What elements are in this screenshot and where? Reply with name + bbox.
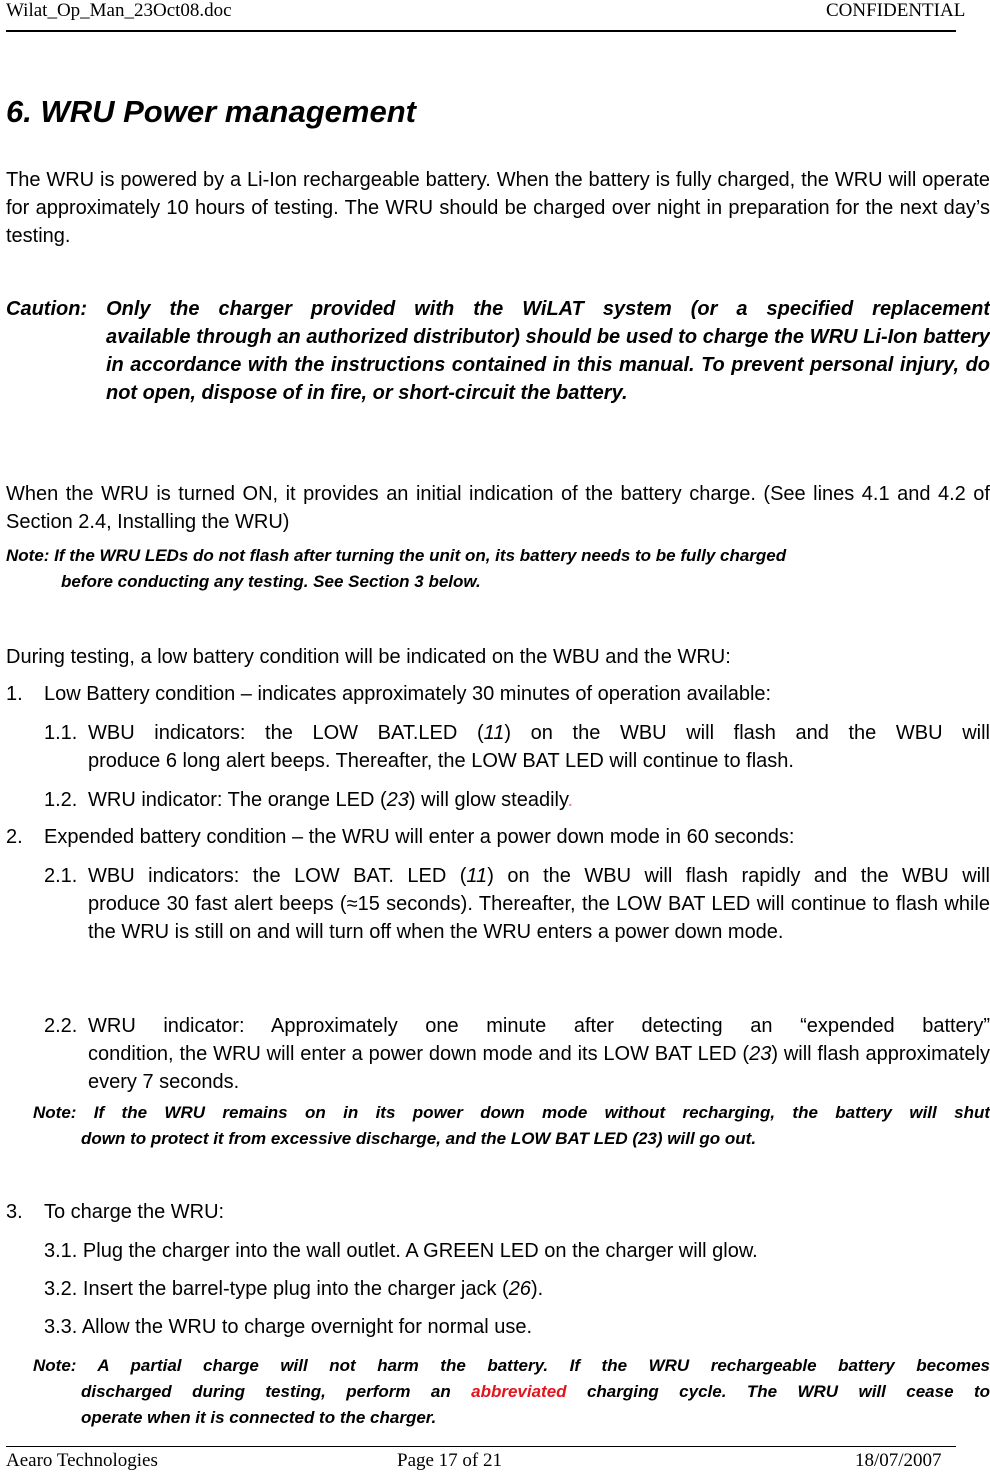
item-2-1-ref: 11 bbox=[466, 865, 488, 887]
note-partial-charge-line1: Note: A partial charge will not harm the battery. If the WRU rechargeable battery becomes bbox=[33, 1356, 990, 1375]
item-3-2-ref: 26 bbox=[508, 1278, 531, 1300]
item-1-1-line1 bbox=[88, 719, 990, 747]
item-2-1-text-a: WBU indicators: the LOW BAT. LED ( bbox=[88, 865, 467, 887]
note-partial-charge-line2 bbox=[81, 1379, 990, 1405]
note-power-down-line1: Note: If the WRU remains on in its power down mode without recharging, the battery will shut bbox=[33, 1103, 990, 1122]
note-partial-charge-text-b: charging cycle. The WRU will cease to bbox=[566, 1382, 990, 1401]
item-2-2-ref: 23 bbox=[749, 1043, 772, 1065]
note-leds-line2: before conducting any testing. See Section 3 below. bbox=[61, 572, 481, 591]
footer-date: 18/07/2007 bbox=[855, 1450, 942, 1471]
note-power-down-line2: down to protect it from excessive discharge, and the LOW BAT LED (23) will go out. bbox=[81, 1129, 757, 1148]
item-1-2-number: 1.2. bbox=[44, 789, 78, 811]
item-2-2-rest-b: ) will flash approximately every 7 seconds. bbox=[88, 1043, 990, 1093]
item-1-2-text bbox=[88, 786, 573, 814]
item-2-2-number: 2.2. bbox=[44, 1015, 78, 1037]
item-3-text: To charge the WRU: bbox=[44, 1201, 225, 1223]
intro-paragraph: The WRU is powered by a Li-Ion rechargeable battery. When the battery is fully charged, the WRU will operate for approximately 10 hours of testing. The WRU should be charged over night in preparation for the next day’s testing. bbox=[6, 169, 990, 247]
item-2-1-line1 bbox=[88, 862, 990, 890]
item-2-2-rest-a: condition, the WRU will enter a power down mode and its LOW BAT LED ( bbox=[88, 1043, 750, 1065]
note-partial-charge-line3: operate when it is connected to the charger. bbox=[81, 1408, 437, 1427]
item-2-2-rest bbox=[88, 1040, 990, 1096]
caution-body: available through an authorized distributor) should be used to charge the WRU Li-Ion battery in accordance with the instructions contained in this manual. To prevent personal injury, do not open, dispose of in fire, or short-circuit the battery. bbox=[106, 326, 990, 404]
footer-divider bbox=[6, 1446, 956, 1447]
item-2-2-line1: WRU indicator: Approximately one minute after detecting an “expended battery” bbox=[88, 1015, 990, 1037]
item-2-number: 2. bbox=[6, 826, 23, 848]
footer-page-number: Page 17 of 21 bbox=[397, 1450, 503, 1471]
item-1-1-ref: 11 bbox=[483, 722, 505, 744]
item-1-number: 1. bbox=[6, 683, 23, 705]
header-divider bbox=[6, 30, 956, 32]
item-2-text: Expended battery condition – the WRU will enter a power down mode in 60 seconds: bbox=[44, 826, 795, 848]
item-3-1-text: 3.1. Plug the charger into the wall outlet. A GREEN LED on the charger will glow. bbox=[44, 1240, 758, 1262]
item-1-2-text-b: ) will glow steadily bbox=[408, 789, 568, 811]
item-3-2-text-b: ). bbox=[530, 1278, 544, 1300]
item-1-text: Low Battery condition – indicates approximately 30 minutes of operation available: bbox=[44, 683, 772, 705]
during-testing-paragraph: During testing, a low battery condition will be indicated on the WBU and the WRU: bbox=[6, 646, 731, 668]
item-1-1-number: 1.1. bbox=[44, 722, 78, 744]
footer-company: Aearo Technologies bbox=[6, 1450, 158, 1471]
item-1-1-text-b: ) on the WBU will flash and the WBU will bbox=[504, 722, 990, 744]
item-1-2-ref: 23 bbox=[386, 789, 409, 811]
note-partial-charge-text-a: discharged during testing, perform an bbox=[81, 1382, 472, 1401]
item-2-1-text-b: ) on the WBU will flash rapidly and the WBU will bbox=[487, 865, 990, 887]
item-3-2-text-a: 3.2. Insert the barrel-type plug into the charger jack ( bbox=[44, 1278, 509, 1300]
section-title: 6. WRU Power management bbox=[6, 94, 416, 129]
caution-first-line: Caution: Only the charger provided with the WiLAT system (or a specified replacement bbox=[6, 298, 990, 320]
item-1-2-text-a: WRU indicator: The orange LED ( bbox=[88, 789, 387, 811]
item-2-1-rest: produce 30 fast alert beeps (≈15 seconds). Thereafter, the LOW BAT LED will continue to flash while the WRU is still on and will turn off when the WRU enters a power down mode. bbox=[88, 893, 990, 943]
abbreviated-highlight: abbreviated bbox=[471, 1382, 567, 1401]
turned-on-paragraph: When the WRU is turned ON, it provides an initial indication of the battery charge. (See lines 4.1 and 4.2 of Section 2.4, Installing the WRU) bbox=[6, 483, 990, 533]
item-3-number: 3. bbox=[6, 1201, 23, 1223]
header-classification: CONFIDENTIAL bbox=[826, 0, 966, 21]
header-filename: Wilat_Op_Man_23Oct08.doc bbox=[6, 0, 232, 21]
item-1-2-dot: . bbox=[567, 789, 574, 811]
item-1-1-line2: produce 6 long alert beeps. Thereafter, the LOW BAT LED will continue to flash. bbox=[88, 750, 794, 772]
item-2-1-number: 2.1. bbox=[44, 865, 78, 887]
item-3-3-text: 3.3. Allow the WRU to charge overnight for normal use. bbox=[44, 1316, 533, 1338]
note-leds-line1: Note: If the WRU LEDs do not flash after turning the unit on, its battery needs to be fully charged bbox=[6, 546, 787, 565]
item-3-2-text bbox=[44, 1275, 543, 1303]
item-1-1-text-a: WBU indicators: the LOW BAT.LED ( bbox=[88, 722, 484, 744]
